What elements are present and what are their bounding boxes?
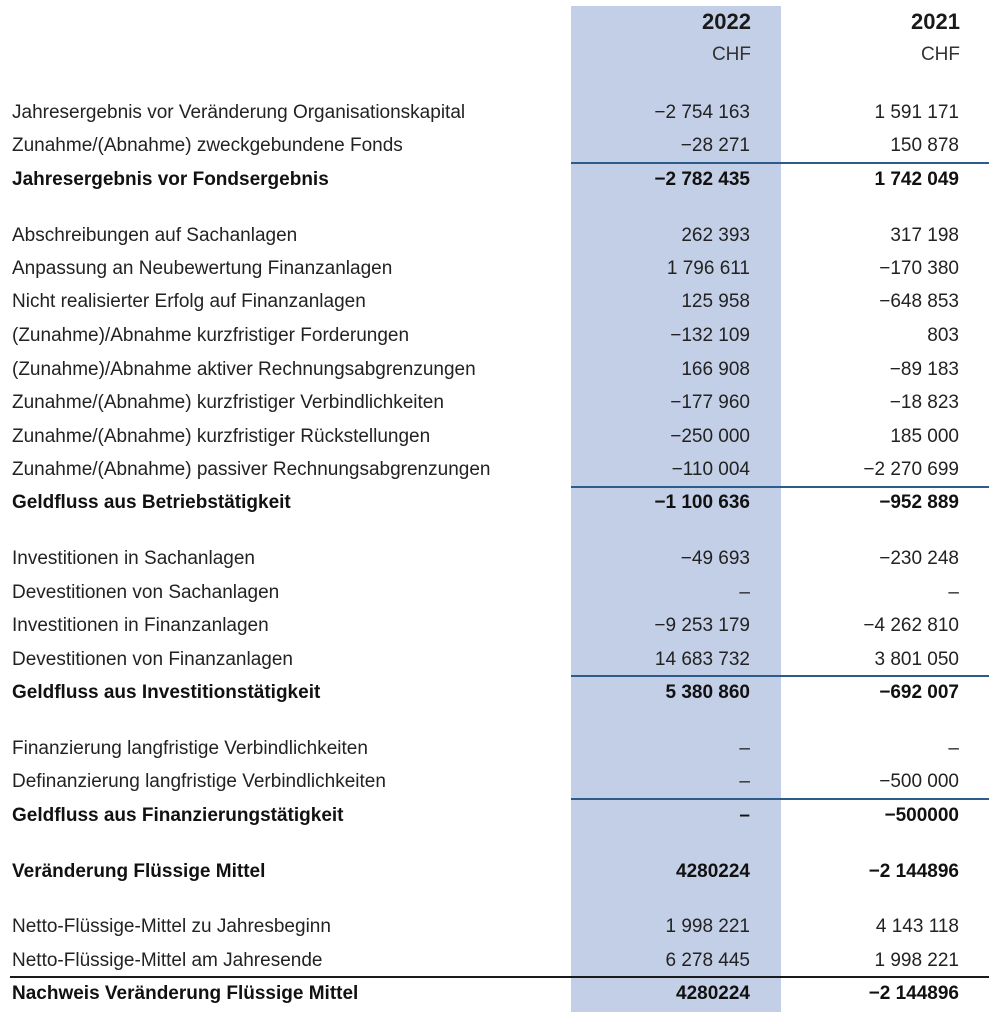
row-label: (Zunahme)/Abnahme kurzfristiger Forderungen [12,325,410,346]
row-label: Nachweis Veränderung Flüssige Mittel [12,983,359,1004]
value-2021: 150 878 [890,135,959,156]
row-label: Zunahme/(Abnahme) passiver Rechnungsabgrenzungen [12,459,491,480]
row-label: Finanzierung langfristige Verbindlichkeiten [12,738,368,759]
table-row [0,913,1000,943]
value-2021: −2 270 699 [863,459,959,480]
table-row [0,735,1000,765]
value-2022: 166 908 [681,359,750,380]
row-label: Geldfluss aus Investitionstätigkeit [12,682,321,703]
table-row [0,646,1000,676]
value-2022: −28 271 [680,135,750,156]
value-2022: – [739,805,750,826]
value-2022: 6 278 445 [665,950,750,971]
row-label: Geldfluss aus Betriebstätigkeit [12,492,291,513]
value-2021: −648 853 [879,291,959,312]
value-2022: −1 100 636 [654,492,750,513]
row-label: Anpassung an Neubewertung Finanzanlagen [12,258,393,279]
value-2021: 4 143 118 [875,916,959,937]
value-2022: 1 796 611 [666,258,750,279]
table-row [0,389,1000,419]
row-label: Veränderung Flüssige Mittel [12,861,266,882]
value-2021: −2 144896 [868,861,959,882]
divider [571,486,989,488]
value-2021: 1 742 049 [874,169,959,190]
table-row [0,255,1000,285]
value-2021: 803 [927,325,959,346]
table-row [0,288,1000,318]
row-label: Investitionen in Finanzanlagen [12,615,269,636]
value-2022: 5 380 860 [665,682,750,703]
value-2021: 3 801 050 [874,649,959,670]
table-row [0,768,1000,798]
value-2022: – [739,738,750,759]
row-label: Investitionen in Sachanlagen [12,548,255,569]
value-2021: −500000 [884,805,959,826]
row-label: Devestitionen von Sachanlagen [12,582,280,603]
row-label: Zunahme/(Abnahme) zweckgebundene Fonds [12,135,403,156]
column-header-year-2022: 2022 [702,9,751,34]
subtotal-row [0,489,1000,519]
value-2022: −110 004 [671,459,750,480]
value-2022: 4280224 [676,983,750,1004]
row-label: Geldfluss aus Finanzierungstätigkeit [12,805,344,826]
value-2021: −230 248 [879,548,959,569]
row-label: Abschreibungen auf Sachanlagen [12,225,298,246]
divider [571,798,989,800]
value-2021: −2 144896 [868,983,959,1004]
table-row [0,947,1000,977]
value-2021: −692 007 [879,682,959,703]
value-2021: −18 823 [889,392,959,413]
column-unit-2021: CHF [920,44,960,65]
value-2022: −250 000 [670,426,750,447]
column-header-year-2021: 2021 [911,9,960,34]
table-row [0,579,1000,609]
value-2022: 1 998 221 [665,916,750,937]
table-row [0,356,1000,386]
value-2021: 185 000 [890,426,959,447]
value-2021: 1 998 221 [874,950,959,971]
table-row [0,612,1000,642]
divider [571,675,989,677]
value-2022: 4280224 [676,861,750,882]
value-2022: −177 960 [670,392,750,413]
value-2021: – [948,738,959,759]
value-2021: −4 262 810 [863,615,959,636]
divider [10,976,989,978]
table-row [0,222,1000,252]
row-label: Jahresergebnis vor Fondsergebnis [12,169,329,190]
value-2022: – [739,771,750,792]
value-2022: 14 683 732 [654,649,750,670]
row-label: Netto-Flüssige-Mittel zu Jahresbeginn [12,916,331,937]
value-2022: −132 109 [670,325,750,346]
total-row [0,980,1000,1010]
value-2021: – [948,582,959,603]
value-2021: −89 183 [889,359,959,380]
value-2022: – [739,582,750,603]
table-row [0,132,1000,162]
subtotal-row [0,802,1000,832]
subtotal-row [0,166,1000,196]
table-row [0,99,1000,129]
subtotal-row [0,679,1000,709]
table-row [0,322,1000,352]
row-label: Zunahme/(Abnahme) kurzfristiger Verbindlichkeiten [12,392,444,413]
row-label: Netto-Flüssige-Mittel am Jahresende [12,950,323,971]
row-label: Zunahme/(Abnahme) kurzfristiger Rückstellungen [12,426,431,447]
row-label: (Zunahme)/Abnahme aktiver Rechnungsabgrenzungen [12,359,476,380]
value-2022: 262 393 [681,225,750,246]
value-2021: −170 380 [879,258,959,279]
divider [571,162,989,164]
row-label: Jahresergebnis vor Veränderung Organisationskapital [12,102,466,123]
value-2021: −500 000 [879,771,959,792]
value-2021: 317 198 [890,225,959,246]
row-label: Devestitionen von Finanzanlagen [12,649,293,670]
value-2021: 1 591 171 [874,102,959,123]
row-label: Definanzierung langfristige Verbindlichkeiten [12,771,386,792]
value-2022: −2 782 435 [654,169,750,190]
table-row [0,545,1000,575]
column-unit-2022: CHF [711,44,751,65]
table-row [0,456,1000,486]
table-row [0,423,1000,453]
total-row [0,858,1000,888]
value-2022: −49 693 [680,548,750,569]
value-2022: −9 253 179 [654,615,750,636]
value-2022: 125 958 [681,291,750,312]
value-2021: −952 889 [879,492,959,513]
value-2022: −2 754 163 [654,102,750,123]
row-label: Nicht realisierter Erfolg auf Finanzanlagen [12,291,366,312]
